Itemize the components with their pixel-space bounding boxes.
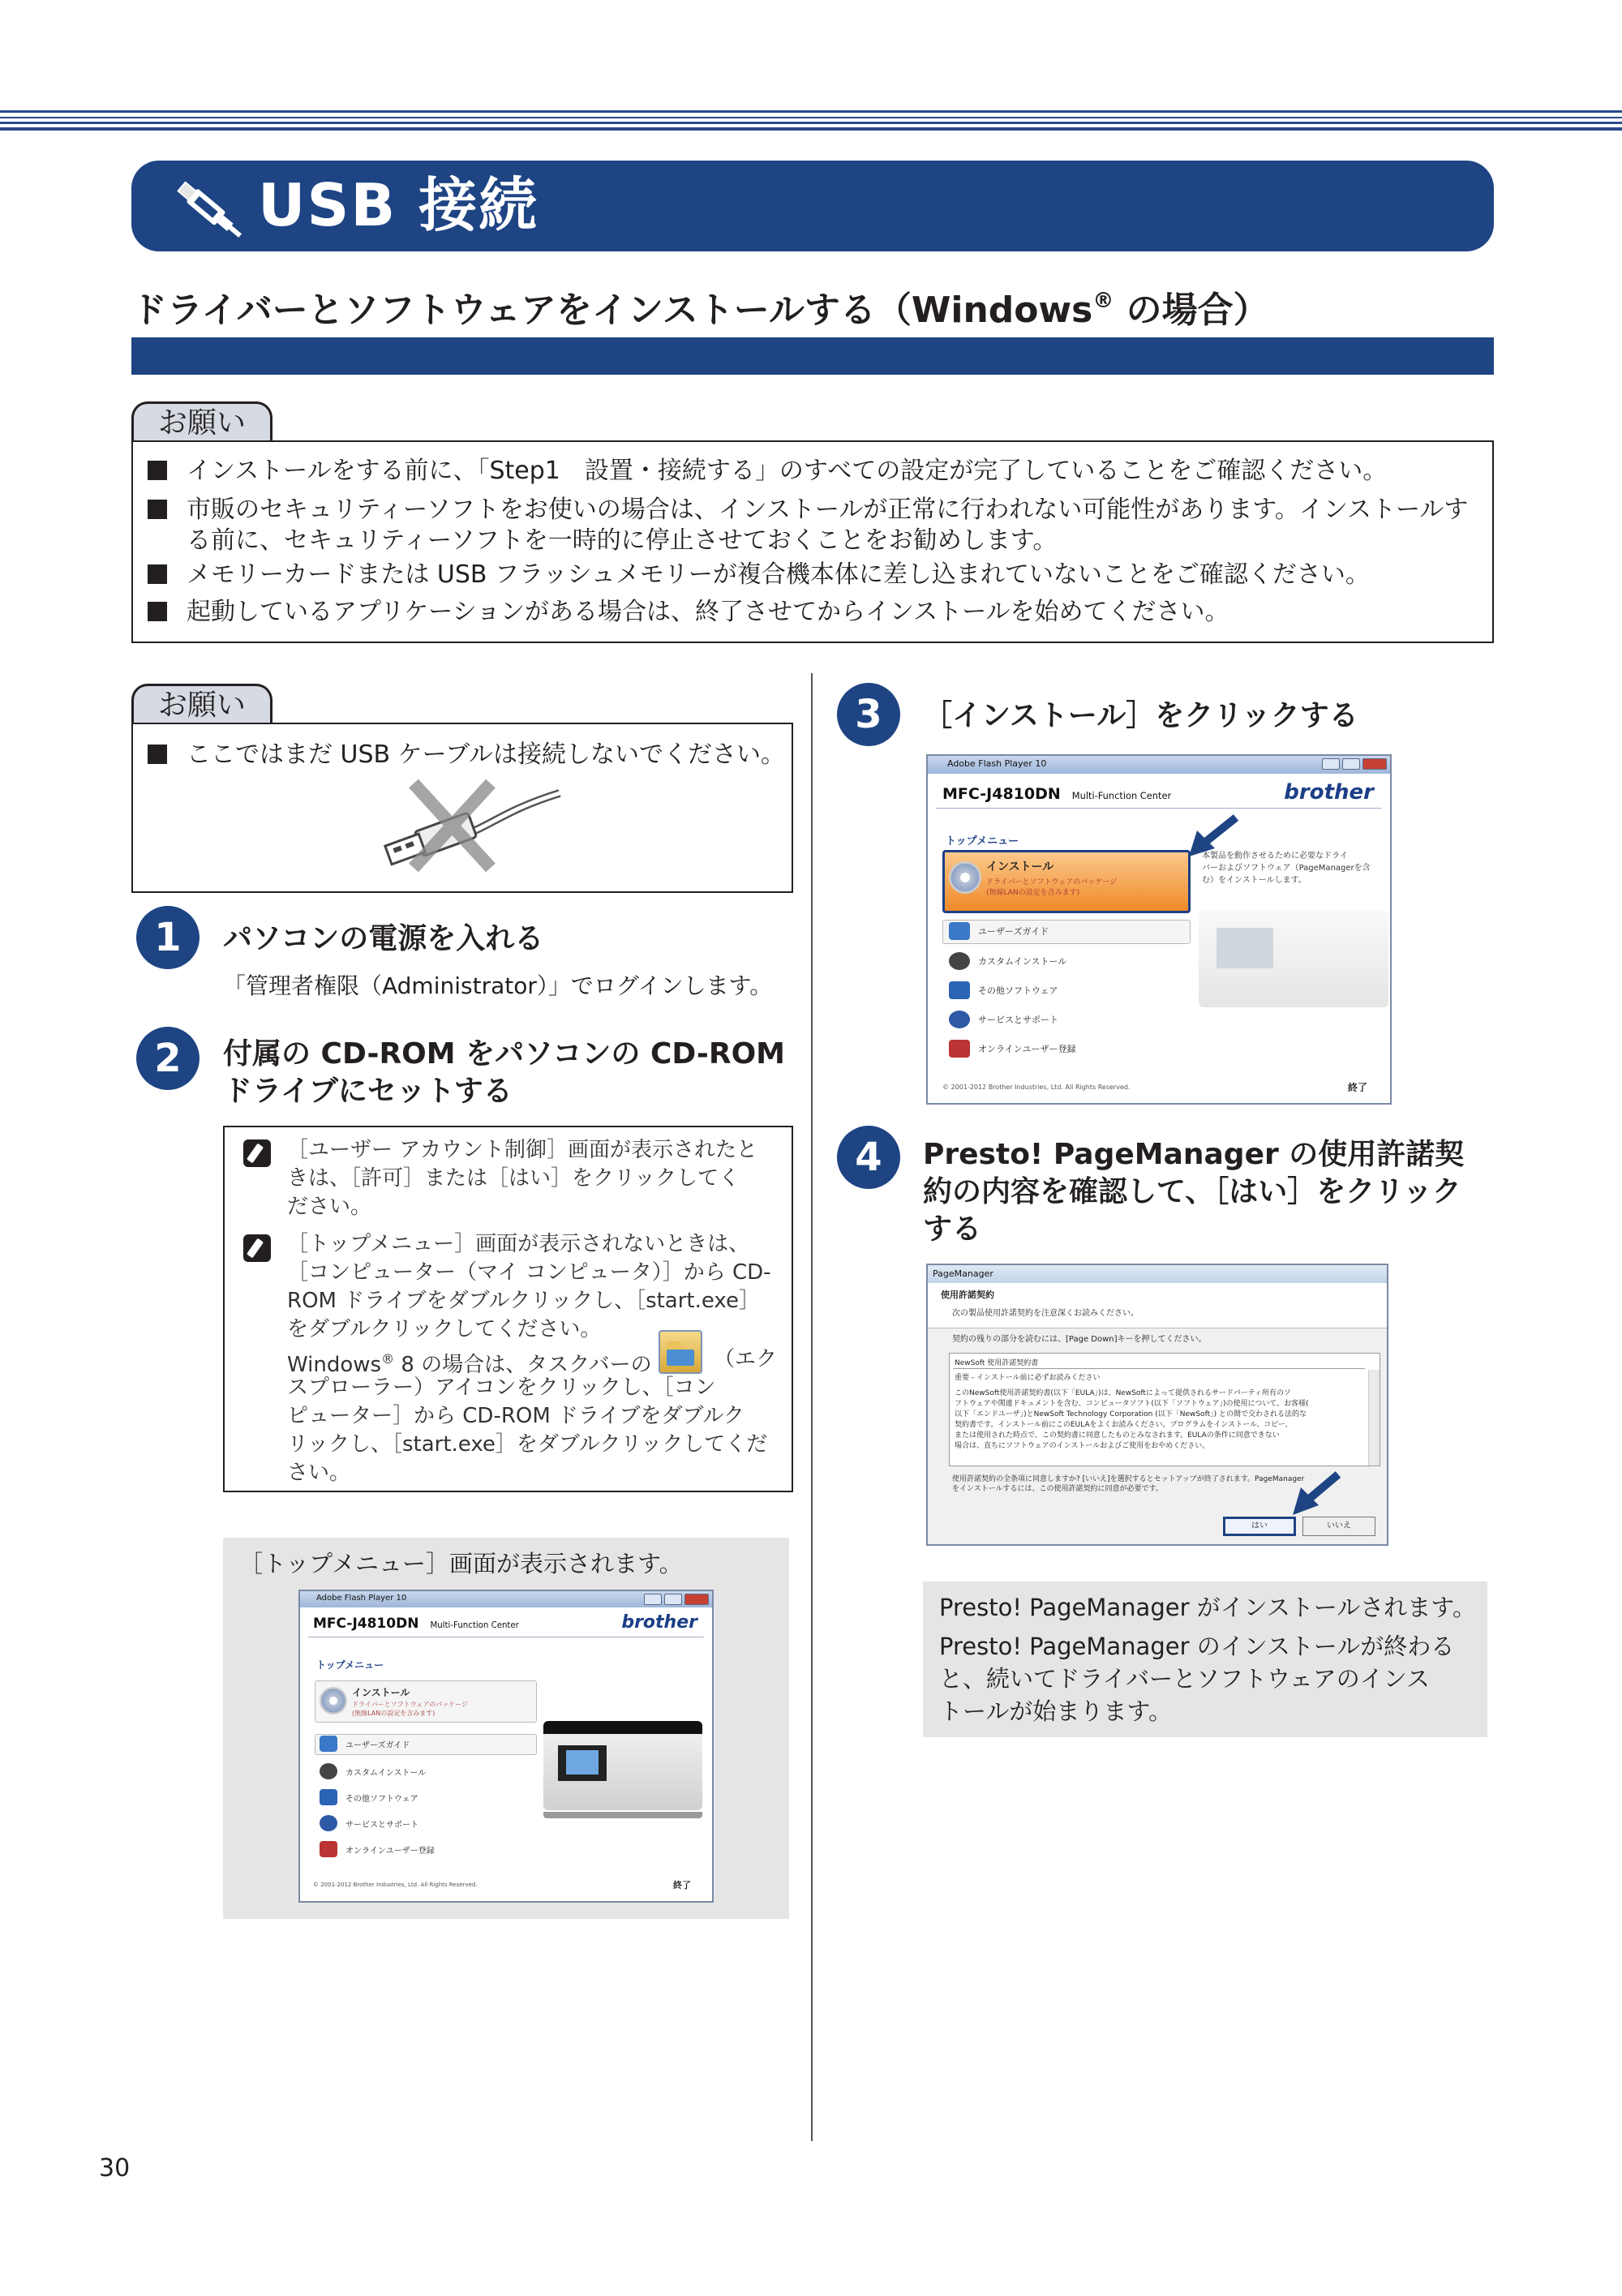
step-1-title: パソコンの電源を入れる — [223, 922, 544, 955]
note-line: をダブルクリックしてください。 — [287, 1317, 602, 1341]
page-number: 30 — [99, 2154, 131, 2182]
note-line: ださい。 — [287, 1195, 372, 1219]
notice-item: ここではまだ USB ケーブルは接続しないでください。 — [148, 736, 785, 774]
note-line: ［ユーザー アカウント制御］画面が表示されたと — [287, 1138, 758, 1162]
notice-item: メモリーカードまたは USB フラッシュメモリーが複合機本体に差し込まれていないことをご確認ください。 — [148, 556, 1370, 594]
notice-item-cont: る前に、セキュリティーソフトを一時的に停止させておくことをお勧めします。 — [187, 526, 1058, 555]
page-heading: ドライバーとソフトウェアをインストールする（Windows® の場合） — [131, 289, 1269, 331]
step-2-title-line1: 付属の CD-ROM をパソコンの CD-ROM — [223, 1037, 786, 1071]
result-text-right: と、続いてドライバーとソフトウェアのインス — [939, 1665, 1430, 1693]
note-line: ROM ドライブをダブルクリックし、［start.exe］ — [287, 1289, 761, 1313]
notice-item: 起動しているアプリケーションがある場合は、終了させてからインストールを始めてください。 — [148, 594, 1229, 631]
note-line: リックし、［start.exe］をダブルクリックしてくだ — [287, 1432, 768, 1457]
top-rule-1 — [0, 110, 1622, 113]
step-3-title: ［インストール］をクリックする — [923, 699, 1358, 732]
top-rule-2 — [0, 117, 1622, 118]
usb-cable-no-connect-icon — [369, 777, 564, 874]
step-number-1: 1 — [136, 906, 200, 969]
step-4-title-line1: Presto! PageManager の使用許諾契 — [923, 1138, 1465, 1171]
step-2-title-line2: ドライブにセットする — [223, 1075, 513, 1108]
pointer-arrow-icon — [1289, 1470, 1341, 1518]
step-1-body: 「管理者権限（Administrator）」でログインします。 — [223, 972, 773, 999]
note-line: スプローラー）アイコンをクリックし、［コン — [287, 1375, 716, 1400]
step-number-4: 4 — [837, 1126, 900, 1189]
notice-tab: お願い — [131, 684, 272, 724]
step-number-2: 2 — [136, 1027, 200, 1090]
yes-button[interactable]: はい — [1223, 1517, 1296, 1536]
note-line: ［トップメニュー］画面が表示されないときは、 — [287, 1232, 750, 1256]
heading-underbar — [131, 337, 1494, 375]
step-4-title-line2: 約の内容を確認して、［はい］をクリック — [923, 1175, 1461, 1208]
note-line: ［コンピューター（マイ コンピュータ）］から CD- — [287, 1260, 771, 1285]
note-line: （エク — [714, 1347, 778, 1371]
result-text-right: トールが始まります。 — [939, 1697, 1173, 1725]
note-line-windows8: Windows® 8 の場合は、タスクバーの — [287, 1351, 652, 1377]
topmenu-screenshot-small: Adobe Flash Player 10 MFC-J4810DN Multi-Function Center brother トップメニュー インストール ドライバーとソフトウェアのパッケージ (無線LANの設定を含みます) ユーザーズガイド カスタムインストール その他ソフトウェア サービスとサポート オンラインユーザー登録 © 2001-2012 Brother Industries, Ltd. All Rights Reserved. 終了 — [298, 1590, 714, 1903]
section-title: USB 接続 — [258, 171, 539, 239]
install-tooltip: 本製品を動作させるために必要なドライ バーおよびソフトウェア（PageManagerを含 む）をインストールします。 — [1202, 852, 1371, 885]
step-number-3: 3 — [837, 683, 900, 746]
note-line: ピューター］から CD-ROM ドライブをダブルク — [287, 1404, 744, 1428]
result-text-right: Presto! PageManager がインストールされます。 — [939, 1594, 1476, 1621]
topmenu-screenshot: Adobe Flash Player 10 MFC-J4810DN Multi-Function Center brother トップメニュー インストール ドライバーとソフトウェアのパッケージ (無線LANの設定を含みます) 本製品を動作させるために必要なドライ バーおよびソフトウェア（PageManagerを含 む）をインストールします。 ユーザーズガイド カスタムインストール その他ソフトウェア サービスとサポート オンラインユーザー登録 © 2001-2012 Brother Industries, Ltd. All Rights Reserved. 終了 — [926, 754, 1392, 1105]
no-button[interactable]: いいえ — [1302, 1517, 1375, 1536]
explorer-taskbar-icon — [659, 1330, 702, 1374]
result-text-left: ［トップメニュー］画面が表示されます。 — [239, 1550, 683, 1577]
notice-tab: お願い — [131, 401, 272, 442]
note-pencil-icon — [243, 1234, 271, 1262]
license-screenshot: PageManager 使用許諾契約 次の製品使用許諾契約を注意深くお読みください。 契約の残りの部分を読むには、[Page Down]キーを押してください。 NewSoft 使用許諾契約書 重要 - インストール前に必ずお読みください このNewSoft使用許諾契約書(以下「EULA」)は、NewSoftによって提供されるサードパーティ所有のソ フトウェアや関連ドキュメントを含む、コンピュータソフト(以下「ソフトウェア」)の使用について、お客様( 以下「エンドユーザ」)とNewSoft Technology Corporation (以下「NewSoft」) との間で交わされる法的な 契約書です。インストール前にこのEULAをよくお読みください。プログラムをインストール、コピー、 または使用された時点で、この契約書に同意したものとみなされます。EULAの条件に同意できない 場合は、直ちにソフトウェアのインストールおよびご使用をおやめください。 使用許諾契約の全条項に同意しますか? [いいえ]を選択するとセットアップが終了されます。PageManager をインストールするには、この使用許諾契約に同意が必要です。 はい いいえ — [926, 1264, 1388, 1546]
top-rule-4 — [0, 127, 1622, 131]
top-rule-3 — [0, 122, 1622, 124]
note-pencil-icon — [243, 1139, 271, 1167]
pointer-arrow-icon — [1186, 813, 1239, 861]
notice-item: 市販のセキュリティーソフトをお使いの場合は、インストールが正常に行われない可能性があります。インストールす — [148, 491, 1468, 529]
notice-item: インストールをする前に、「Step1 設置・接続する」のすべての設定が完了していることをご確認ください。 — [148, 453, 1387, 490]
note-line: さい。 — [287, 1461, 351, 1485]
step-4-title-line3: する — [923, 1212, 982, 1246]
result-text-right: Presto! PageManager のインストールが終わる — [939, 1633, 1455, 1660]
note-line: きは、［許可］または［はい］をクリックしてく — [287, 1166, 740, 1191]
usb-plug-icon — [170, 174, 251, 247]
column-divider — [811, 673, 813, 2141]
